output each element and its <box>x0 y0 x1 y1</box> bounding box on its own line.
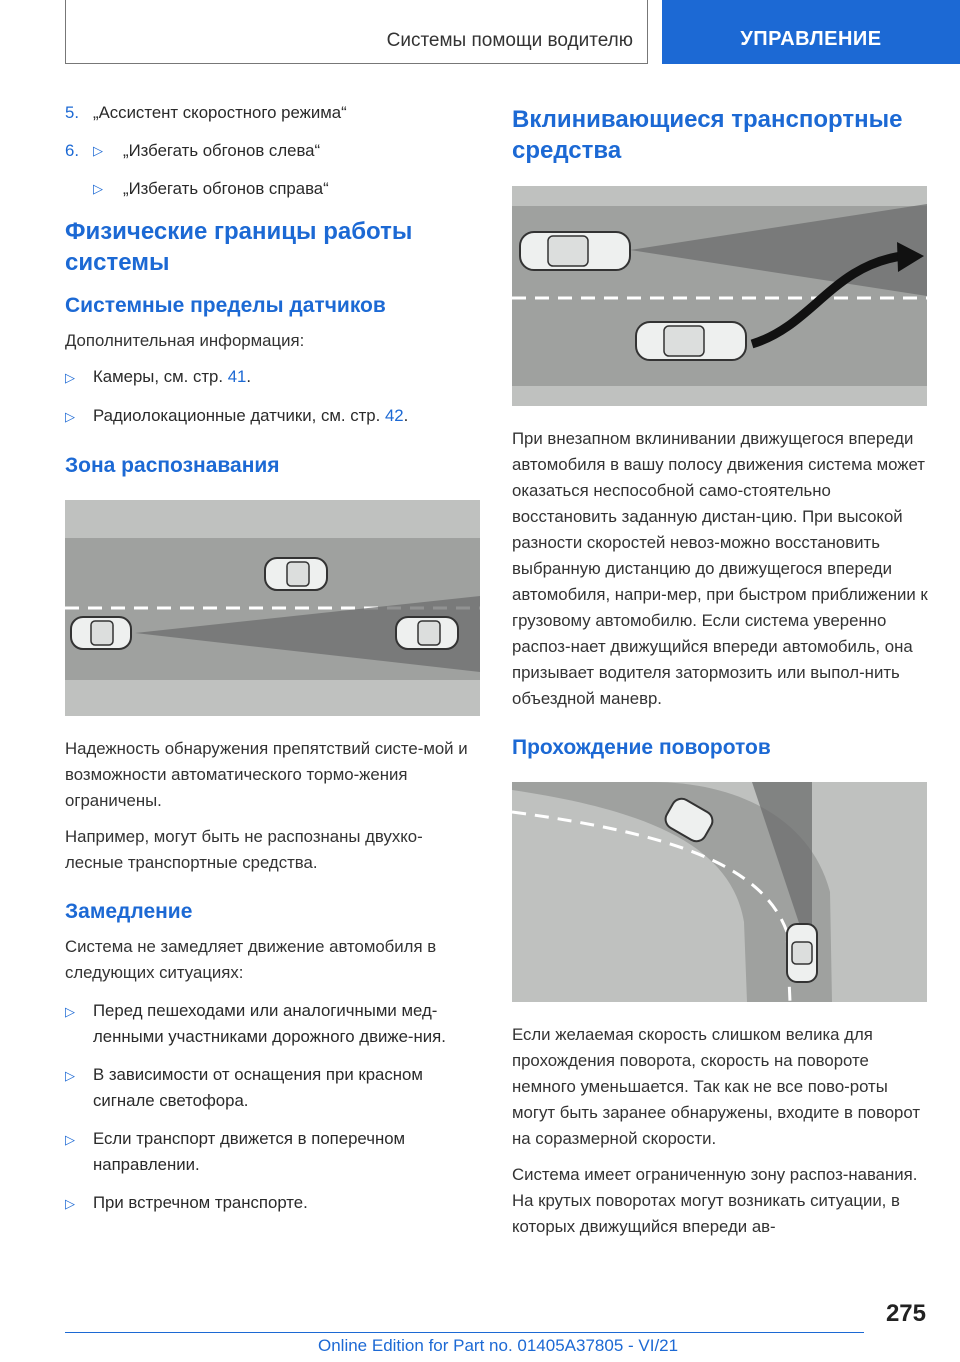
curves-paragraph-1: Если желаемая скорость слишком велика для прохождения поворота, скорость на повороте немного уменьшается. Так как не все пово-роты могут быть заранее обнаружены, входите в поворот на соразмерной скорости. <box>512 1025 921 1148</box>
heading-detection-zone: Зона распознавания <box>65 454 280 477</box>
page-link[interactable]: 42 <box>384 406 404 425</box>
header-section-title: Системы помощи водителю <box>386 30 633 51</box>
triangle-bullet-icon: ▷ <box>65 409 75 424</box>
triangle-bullet-icon: ▷ <box>65 1068 75 1083</box>
reference-item: ▷ Радиолокационные датчики, см. стр. 42. <box>65 403 480 430</box>
item-number: 5. <box>65 103 79 122</box>
heading-physical-limits: Физические границы работы системы <box>65 218 413 276</box>
triangle-bullet-icon: ▷ <box>65 1132 75 1147</box>
numbered-item <box>65 100 480 126</box>
detection-zone-illustration <box>65 500 480 716</box>
page-number: 275 <box>885 1300 926 1327</box>
car-ahead-lane-icon <box>265 558 327 590</box>
numbered-item <box>65 138 480 164</box>
curves-paragraph-2: Система имеет ограниченную зону распоз-навания. На крутых поворотах могут возникать ситуации, в которых движущийся впереди ав- <box>512 1165 918 1236</box>
item-text: „Избегать обгонов справа“ <box>123 179 329 198</box>
heading-deceleration: Замедление <box>65 900 193 923</box>
triangle-bullet-icon: ▷ <box>93 143 103 158</box>
car-ego-icon <box>787 924 817 982</box>
heading-sensor-limits: Системные пределы датчиков <box>65 294 386 317</box>
right-column <box>512 100 932 1240</box>
numbered-item <box>65 176 480 202</box>
reference-text: Радиолокационные датчики, см. стр. <box>93 406 385 425</box>
car-cutting-in-icon <box>636 322 746 360</box>
car-detected-icon <box>396 617 458 649</box>
page-link[interactable]: 41 <box>227 367 247 386</box>
triangle-bullet-icon: ▷ <box>65 370 75 385</box>
deceleration-item: ▷ В зависимости от оснащения при красном сигнале светофора. <box>65 1062 480 1114</box>
deceleration-item: ▷ Перед пешеходами или аналогичными мед-ленными участниками дорожного движе-ния. <box>65 998 480 1050</box>
heading-cut-in-vehicles: Вклинивающиеся транспортные средства <box>512 106 903 164</box>
footer-edition: Online Edition for Part no. 01405A37805 - VI/21 <box>318 1336 679 1355</box>
triangle-bullet-icon: ▷ <box>93 181 103 196</box>
zone-paragraph-1: Надежность обнаружения препятствий систе-мой и возможности автоматического тормо-жения ограничены. <box>65 739 468 810</box>
item-text: „Ассистент скоростного режима“ <box>93 103 347 122</box>
car-ego-icon <box>71 617 131 649</box>
item-number: 6. <box>65 141 79 160</box>
deceleration-item: ▷ Если транспорт движется в поперечном направлении. <box>65 1126 480 1178</box>
left-column <box>65 100 480 1229</box>
reference-item: ▷ Камеры, см. стр. 41. <box>65 364 480 391</box>
deceleration-intro: Система не замедляет движение автомобиля в следующих ситуациях: <box>65 937 437 982</box>
item-text: „Избегать обгонов слева“ <box>123 141 321 160</box>
additional-info-label: Дополнительная информация: <box>65 331 305 350</box>
header-chapter-title: УПРАВЛЕНИЕ <box>740 28 882 50</box>
footer-divider <box>65 1332 864 1333</box>
car-ego-icon <box>520 232 630 270</box>
heading-curves: Прохождение поворотов <box>512 736 771 759</box>
zone-paragraph-2: Например, могут быть не распознаны двухко-лесные транспортные средства. <box>65 827 423 872</box>
reference-text: Камеры, см. стр. <box>93 367 228 386</box>
cut-in-illustration <box>512 186 927 406</box>
header-chapter-tab[interactable] <box>662 0 960 64</box>
header-section-box <box>65 0 648 64</box>
triangle-bullet-icon: ▷ <box>65 1004 75 1019</box>
deceleration-item: ▷ При встречном транспорте. <box>65 1190 480 1217</box>
cut-in-paragraph: При внезапном вклинивании движущегося впереди автомобиля в вашу полосу движения система может оказаться неспособной само-стоятельно восстановить заданную дистан-цию. При высокой разности скоростей невоз-можно восстановить выбранную дистанцию до движущегося впереди автомобиля, напри-мер, при быстром приближении к грузовому автомобилю. Если система уверенно распоз-нает движущийся впереди автомобиль, она призывает водителя затормозить или выпол-нить объездной маневр. <box>512 429 928 708</box>
curve-illustration <box>512 782 927 1002</box>
triangle-bullet-icon: ▷ <box>65 1196 75 1211</box>
